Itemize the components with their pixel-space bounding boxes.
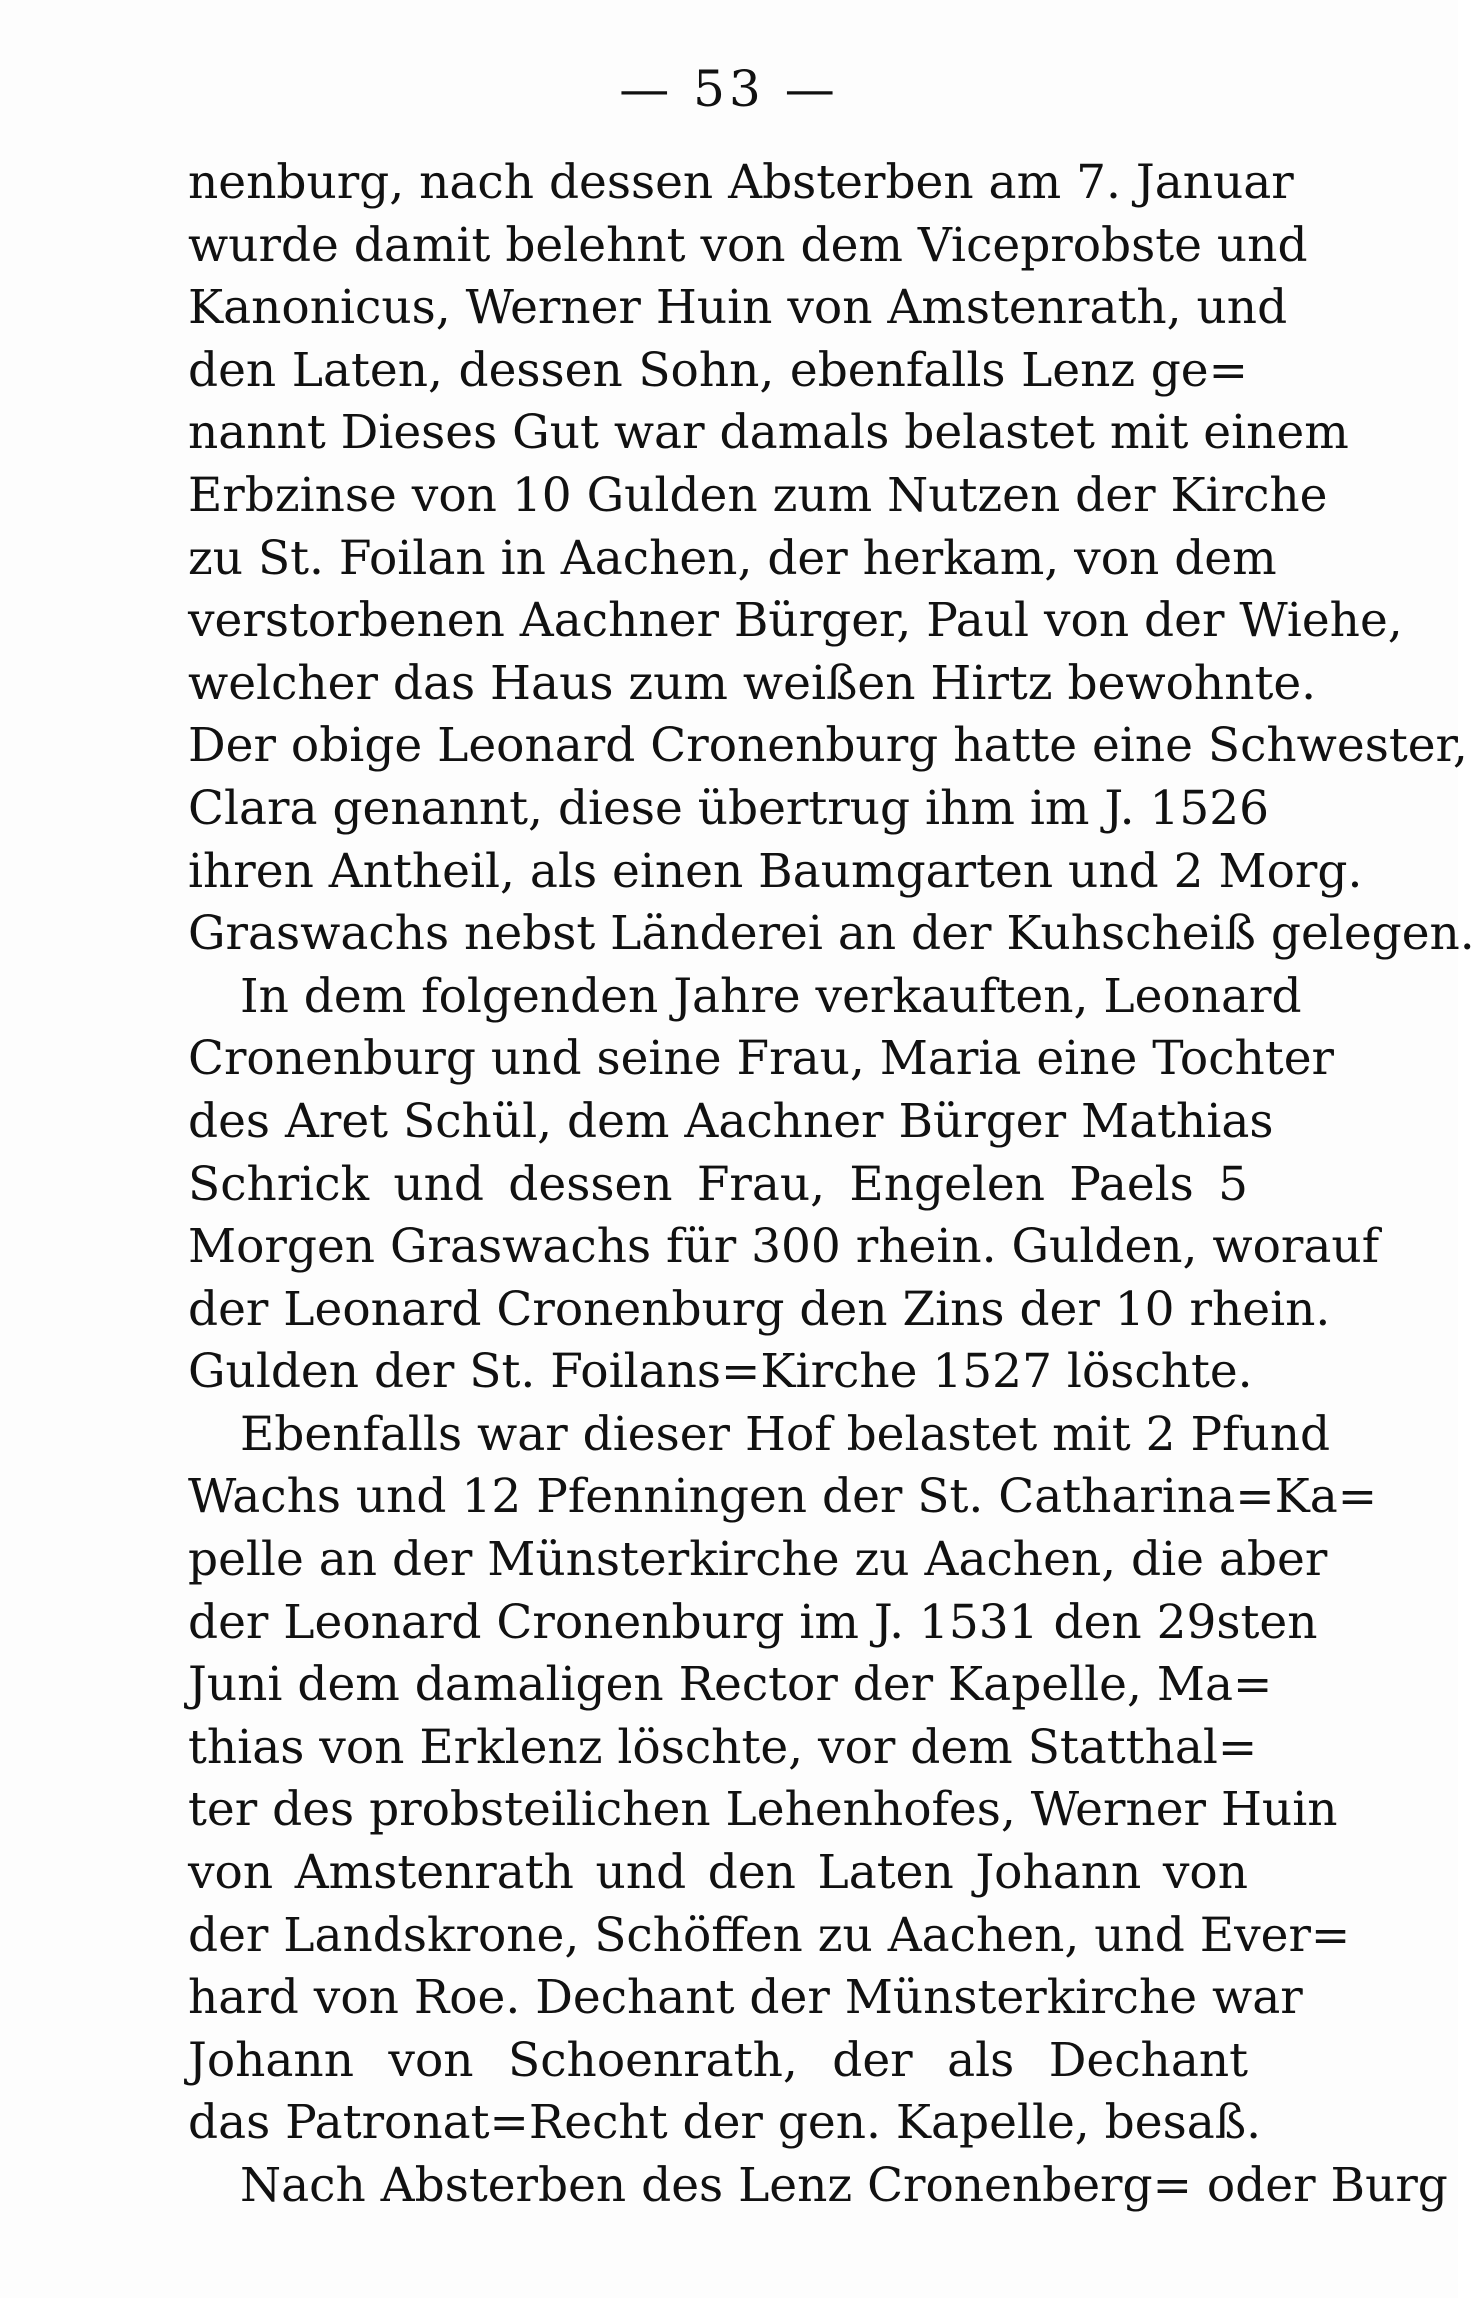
text-line: thias von Erklenz löschte, vor dem Statthal= <box>188 1719 1258 1775</box>
text-line: hard von Roe. Dechant der Münsterkirche war <box>188 1970 1303 2026</box>
text-line: Ebenfalls war dieser Hof belastet mit 2 Pfund <box>240 1406 1331 1462</box>
page-number: — 53 — <box>619 60 839 118</box>
text-line: Kanonicus, Werner Huin von Amstenrath, und <box>188 280 1288 336</box>
text-line: Erbzinse von 10 Gulden zum Nutzen der Kirche <box>188 467 1328 523</box>
text-line: der Landskrone, Schöffen zu Aachen, und Ever= <box>188 1907 1351 1963</box>
text-line: Johann von Schoenrath, der als Dechant <box>188 2032 1248 2088</box>
text-line: der Leonard Cronenburg im J. 1531 den 29sten <box>188 1594 1318 1650</box>
text-line: Wachs und 12 Pfenningen der St. Catharina=Ka= <box>188 1469 1378 1525</box>
text-line: nenburg, nach dessen Absterben am 7. Januar <box>188 155 1294 210</box>
text-line: welcher das Haus zum weißen Hirtz bewohnte. <box>188 655 1317 711</box>
text-line: zu St. Foilan in Aachen, der herkam, von dem <box>188 530 1277 586</box>
text-line: das Patronat=Recht der gen. Kapelle, besaß. <box>188 2095 1262 2151</box>
text-line: pelle an der Münsterkirche zu Aachen, die aber <box>188 1532 1328 1588</box>
text-line: wurde damit belehnt von dem Viceprobste und <box>188 217 1308 273</box>
text-line: der Leonard Cronenburg den Zins der 10 rhein. <box>188 1281 1331 1337</box>
text-line: verstorbenen Aachner Bürger, Paul von der Wiehe, <box>188 593 1403 649</box>
text-line: Morgen Graswachs für 300 rhein. Gulden, worauf <box>188 1219 1380 1275</box>
text-line: ihren Antheil, als einen Baumgarten und 2 Morg. <box>188 843 1363 899</box>
text-line: von Amstenrath und den Laten Johann von <box>188 1845 1248 1901</box>
text-line: Cronenburg und seine Frau, Maria eine Tochter <box>188 1031 1334 1087</box>
text-line: Graswachs nebst Länderei an der Kuhscheiß gelegen. <box>188 906 1475 962</box>
text-line: Gulden der St. Foilans=Kirche 1527 löschte. <box>188 1344 1253 1400</box>
text-line: den Laten, dessen Sohn, ebenfalls Lenz ge= <box>188 342 1248 398</box>
text-line: ter des probsteilichen Lehenhofes, Werner Huin <box>188 1782 1338 1838</box>
text-line: nannt Dieses Gut war damals belastet mit einem <box>188 405 1349 461</box>
text-line: In dem folgenden Jahre verkauften, Leonard <box>240 968 1302 1024</box>
body-text <box>188 152 1475 2218</box>
text-line: Nach Absterben des Lenz Cronenberg= oder Burg <box>240 2158 1448 2213</box>
text-line: Clara genannt, diese übertrug ihm im J. 1526 <box>188 780 1270 836</box>
text-line: Juni dem damaligen Rector der Kapelle, Ma= <box>188 1657 1273 1713</box>
text-line: des Aret Schül, dem Aachner Bürger Mathias <box>188 1093 1274 1149</box>
text-line: Schrick und dessen Frau, Engelen Paels 5 <box>188 1156 1248 1212</box>
text-line: Der obige Leonard Cronenburg hatte eine Schwester, <box>188 718 1468 774</box>
